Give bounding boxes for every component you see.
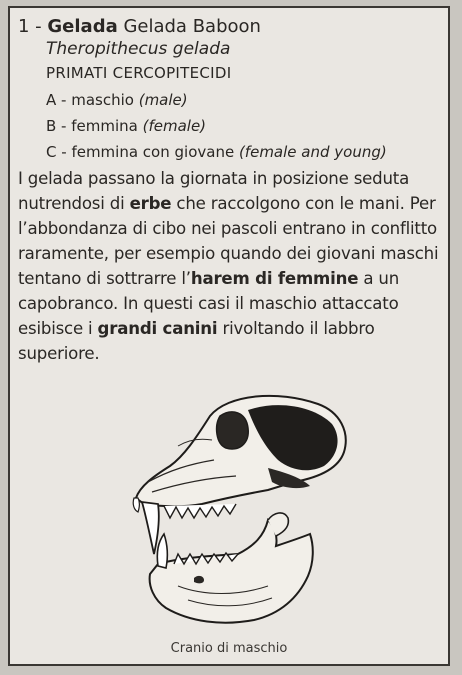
family-name: PRIMATI CERCOPITECIDI (46, 64, 232, 82)
specimen-label-it: femmina con giovane (71, 143, 239, 161)
museum-label-card (8, 6, 450, 666)
description-text: rivoltando il labbro superiore. (18, 319, 375, 363)
orbit (217, 412, 249, 449)
specimen-code: A - (46, 91, 72, 109)
specimen-label-en: (male) (138, 91, 188, 109)
entry-title (18, 16, 440, 37)
description-paragraph (18, 166, 440, 366)
specimen-item (46, 143, 440, 161)
specimen-label-en: (female) (142, 117, 207, 135)
skull-illustration (118, 386, 358, 632)
specimen-item (46, 117, 440, 135)
specimen-label-en: (female and young) (238, 143, 387, 161)
specimen-label-it: maschio (71, 91, 139, 109)
description-text: che raccolgono con le mani. Per l’abbondanza di cibo nei pascoli entrano in conflitto raramente, per esempio quando dei giovani maschi tentano di sottrarre l’ (18, 194, 439, 288)
specimen-code: B - (46, 117, 72, 135)
entry-number: 1 - (18, 16, 48, 37)
upper-canine (142, 502, 159, 554)
scientific-name: Theropithecus gelada (46, 39, 231, 59)
specimen-label-it: femmina (71, 117, 143, 135)
lower-canine (157, 534, 167, 568)
entry-name: Gelada (47, 16, 118, 37)
description-text: a un capobranco. In questi casi il maschio attaccato esibisce i (18, 269, 400, 338)
incisor (133, 498, 139, 512)
specimen-item (46, 91, 440, 109)
description-text: I gelada passano la giornata in posizione seduta nutrendosi di (18, 169, 410, 213)
entry-common-name: Gelada Baboon (117, 16, 261, 37)
upper-teeth (164, 504, 236, 518)
specimen-code: C - (46, 143, 72, 161)
description-highlight: harem di femmine (190, 269, 359, 288)
description-highlight: grandi canini (97, 319, 218, 338)
description-highlight: erbe (129, 194, 172, 213)
illustration-caption: Cranio di maschio (170, 641, 288, 656)
mandible (150, 520, 313, 623)
